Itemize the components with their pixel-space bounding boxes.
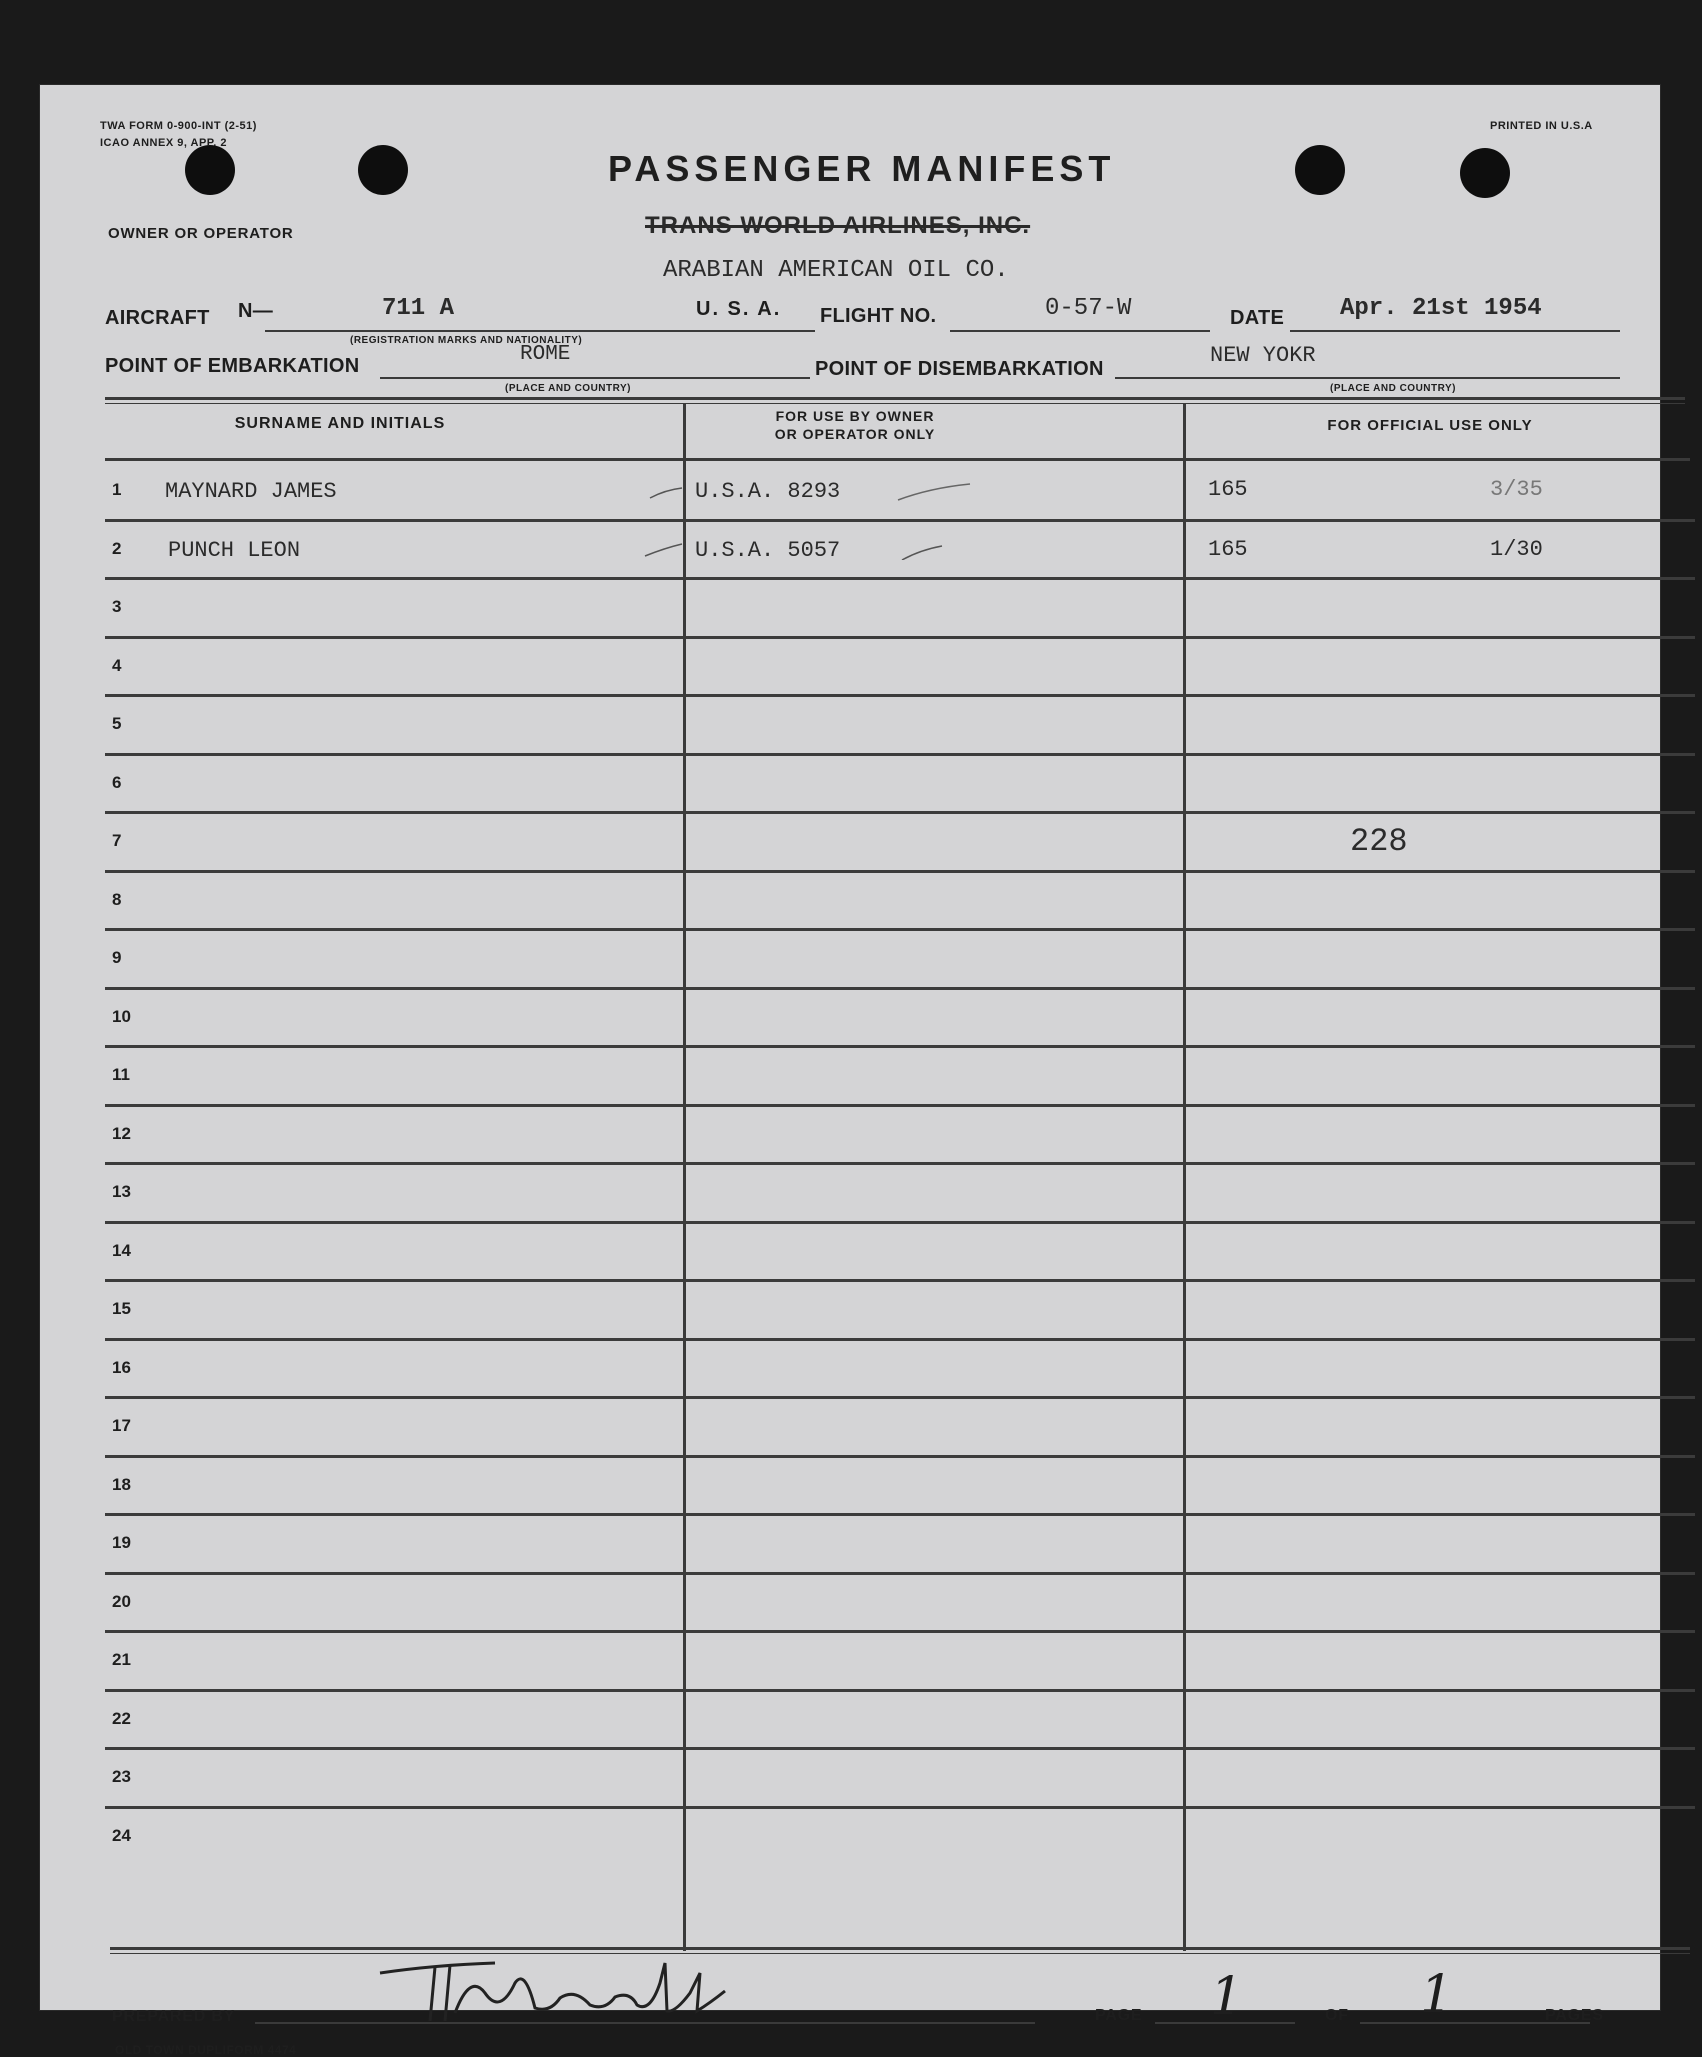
row-number: 14 (112, 1240, 131, 1260)
owner-use-value: U.S.A. 5057 (695, 538, 841, 563)
row-number: 1 (112, 480, 122, 499)
row-number: 3 (112, 597, 122, 616)
aircraft-prefix: N— (238, 300, 274, 322)
row-number: 17 (112, 1416, 131, 1435)
row-number: 10 (112, 1006, 131, 1026)
passenger-name: PUNCH LEON (168, 538, 301, 563)
date-value: Apr. 21st 1954 (1340, 295, 1542, 322)
punch-hole (1460, 148, 1510, 198)
aircraft-number: 711 A (382, 295, 455, 322)
signature (375, 1953, 795, 2033)
table-row (105, 1572, 1695, 1575)
page-label: PAGE (1095, 2007, 1143, 2024)
table-row (105, 1396, 1695, 1399)
struck-operator: TRANS WORLD AIRLINES, INC. (645, 212, 1031, 239)
punch-hole (1295, 145, 1345, 195)
nationality: U. S. A. (696, 298, 782, 320)
table-row (105, 987, 1695, 990)
official-use-value: 3/35 (1490, 477, 1543, 502)
table-row (105, 1162, 1695, 1165)
embarkation-line (380, 377, 810, 379)
owner-use-value: U.S.A. 8293 (695, 479, 841, 504)
table-row (105, 1104, 1695, 1107)
registration-caption: (REGISTRATION MARKS AND NATIONALITY) (350, 335, 583, 346)
column-header-official: FOR OFFICIAL USE ONLY (1327, 417, 1533, 434)
table-row (105, 1747, 1695, 1750)
row-number: 9 (112, 948, 122, 967)
column-header-rule (105, 458, 1690, 461)
table-row (105, 1806, 1695, 1809)
form-code: TWA FORM 0-900-INT (2-51) (100, 120, 257, 132)
of-label: OF (1325, 2007, 1349, 2024)
row-number: 21 (112, 1650, 131, 1669)
embarkation-label: POINT OF EMBARKATION (105, 355, 360, 377)
owner-label: OWNER OR OPERATOR (108, 225, 294, 242)
aircraft-line (265, 330, 815, 332)
table-row (105, 1689, 1695, 1692)
passenger-name: MAYNARD JAMES (165, 479, 337, 504)
disembarkation-label: POINT OF DISEMBARKATION (815, 358, 1104, 380)
row-number: 23 (112, 1767, 131, 1786)
table-bottom-rule-2 (110, 1953, 1690, 1954)
prepared-by-label: PREPARED BY (112, 2008, 236, 2025)
official-use-value: 165 (1208, 477, 1248, 502)
column-header-owner-line1: FOR USE BY OWNER (775, 408, 935, 424)
date-line (1290, 330, 1620, 332)
table-row (105, 577, 1695, 580)
table-row (105, 1630, 1695, 1633)
row-number: 24 (112, 1825, 131, 1845)
total-pages: 1 (1420, 1965, 1454, 2025)
row-number: 12 (112, 1123, 131, 1143)
row-number: 22 (112, 1708, 131, 1728)
flight-line (950, 330, 1210, 332)
table-row (105, 1221, 1695, 1224)
printed-in: PRINTED IN U.S.A (1490, 120, 1593, 132)
official-use-value: 228 (1350, 823, 1408, 860)
table-row (105, 811, 1695, 814)
date-label: DATE (1230, 307, 1285, 329)
row-number: 19 (112, 1533, 131, 1552)
punch-hole (358, 145, 408, 195)
header-rule (105, 397, 1685, 400)
column-header-owner (690, 407, 1020, 443)
row-number: 8 (112, 889, 122, 909)
punch-hole (185, 145, 235, 195)
table-row (105, 1338, 1695, 1341)
disembarkation-line (1115, 377, 1620, 379)
table-row (105, 753, 1695, 756)
form-maker: OLD TOWN DUPLIFORM 4474 (115, 2043, 297, 2057)
manifest-page (40, 85, 1660, 2057)
column-header-owner-line2: OR OPERATOR ONLY (774, 426, 936, 442)
row-number: 5 (112, 714, 122, 733)
table-row (105, 1045, 1695, 1048)
row-number: 20 (112, 1591, 131, 1611)
form-code-icao: ICAO ANNEX 9, APP. 2 (100, 137, 227, 149)
header-rule-2 (105, 403, 1685, 404)
row-number: 4 (112, 655, 122, 675)
table-row (105, 694, 1695, 697)
embarkation-value: ROME (520, 343, 571, 366)
table-row (105, 636, 1695, 639)
row-number: 11 (112, 1065, 130, 1084)
column-header-surname: SURNAME AND INITIALS (234, 415, 446, 432)
table-row (105, 1455, 1695, 1458)
disembarkation-value: NEW YOKR (1210, 343, 1316, 368)
place-caption-right: (PLACE AND COUNTRY) (1330, 383, 1456, 394)
operator-name: ARABIAN AMERICAN OIL CO. (663, 257, 1009, 284)
table-row (105, 870, 1695, 873)
page-number: 1 (1210, 1967, 1244, 2027)
table-row (105, 928, 1695, 931)
place-caption-left: (PLACE AND COUNTRY) (505, 383, 631, 394)
pencil-marks (640, 470, 1040, 560)
row-number: 18 (112, 1474, 131, 1494)
row-number: 2 (112, 538, 122, 558)
row-number: 7 (112, 831, 122, 850)
official-use-value: 165 (1208, 537, 1248, 562)
flight-number: 0-57-W (1045, 295, 1132, 322)
table-row (105, 1513, 1695, 1516)
table-row (105, 1279, 1695, 1282)
row-number: 15 (112, 1299, 131, 1318)
row-number: 16 (112, 1357, 131, 1377)
pages-label: PAGES (1545, 2007, 1604, 2024)
page-title: PASSENGER MANIFEST (608, 148, 1116, 189)
table-bottom-rule (110, 1947, 1690, 1950)
aircraft-label: AIRCRAFT (105, 307, 210, 329)
row-number: 6 (112, 772, 122, 792)
row-number: 13 (112, 1182, 131, 1201)
official-use-value: 1/30 (1490, 537, 1543, 562)
flight-label: FLIGHT NO. (820, 305, 937, 327)
